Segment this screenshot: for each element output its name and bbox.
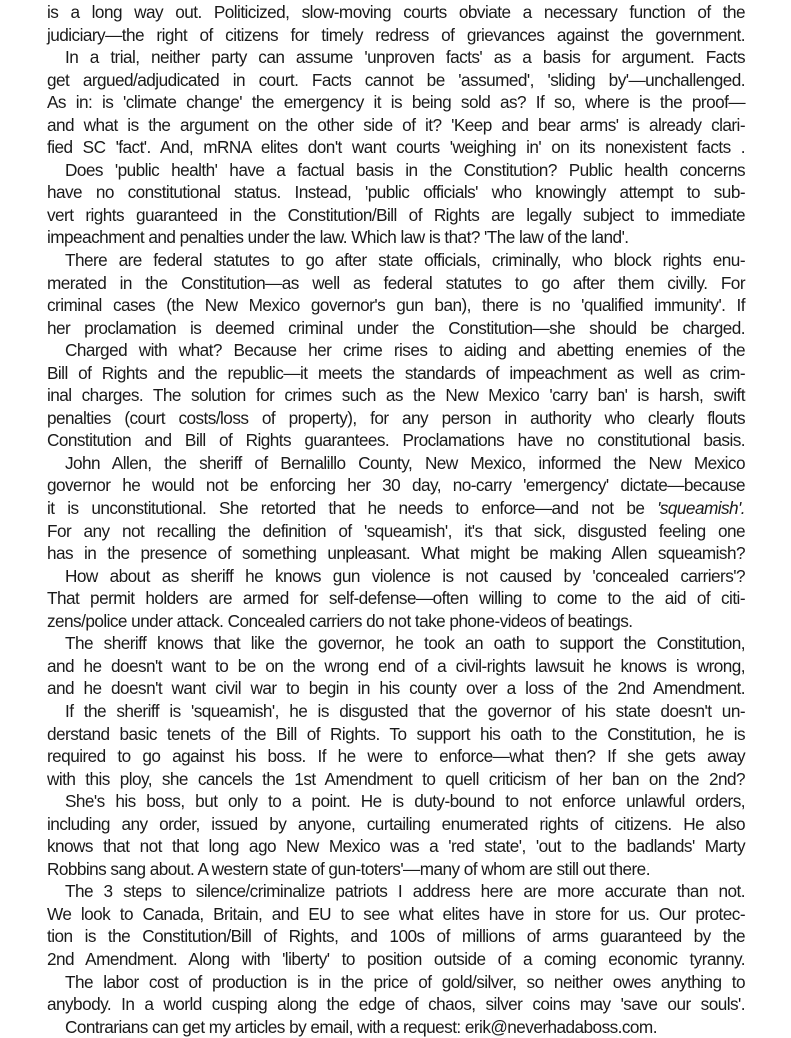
paragraph <box>47 159 745 249</box>
text-line: Charged with what? Because her crime rises to aiding and abetting enemies of the <box>65 340 745 361</box>
text-line: anybody. In a world cusping along the edge of chaos, silver coins may 'save our souls'. <box>47 994 745 1015</box>
text-line: merated in the Constitution—as well as federal statutes to go after them civilly. For <box>47 272 745 293</box>
text-line: That permit holders are armed for self-defense—often willing to come to the aid of citi- <box>47 588 745 609</box>
text-line: The 3 steps to silence/criminalize patriots I address here are more accurate than not. <box>65 881 745 902</box>
paragraph <box>47 700 745 790</box>
text-line: John Allen, the sheriff of Bernalillo County, New Mexico, informed the New Mexico <box>65 452 745 473</box>
paragraph <box>47 249 745 339</box>
text-line: get argued/adjudicated in court. Facts cannot be 'assumed', 'sliding by'—unchallenged. <box>47 69 745 90</box>
text-line: 2nd Amendment. Along with 'liberty' to position outside of a coming economic tyranny. <box>47 948 745 969</box>
paragraph <box>47 46 745 159</box>
text-line <box>47 497 745 520</box>
text-line: Bill of Rights and the republic—it meets the standards of impeachment as well as crim- <box>47 362 745 383</box>
text-line: There are federal statutes to go after state officials, criminally, who block rights enu- <box>65 250 745 271</box>
text-line: The labor cost of production is in the price of gold/silver, so neither owes anything to <box>65 971 745 992</box>
text-line: tion is the Constitution/Bill of Rights, and 100s of millions of arms guaranteed by the <box>47 926 745 947</box>
text-line: including any order, issued by anyone, curtailing enumerated rights of citizens. He also <box>47 813 745 834</box>
text-line: and what is the argument on the other side of it? 'Keep and bear arms' is already clari- <box>47 114 745 135</box>
text-line: her proclamation is deemed criminal under the Constitution—she should be charged. <box>47 317 745 338</box>
text-line: Does 'public health' have a factual basis in the Constitution? Public health concerns <box>65 159 745 180</box>
text-line: have no constitutional status. Instead, 'public officials' who knowingly attempt to sub- <box>47 182 745 203</box>
text-line: We look to Canada, Britain, and EU to see what elites have in store for us. Our protec- <box>47 903 745 924</box>
text-line: Contrarians can get my articles by email, with a request: erik@neverhadaboss.com. <box>65 1016 657 1037</box>
paragraph <box>47 790 745 880</box>
text-line: vert rights guaranteed in the Constitution/Bill of Rights are legally subject to immediate <box>47 204 745 225</box>
paragraph <box>47 452 745 565</box>
text-line: As in: is 'climate change' the emergency it is being sold as? If so, where is the proof— <box>47 92 745 113</box>
paragraph <box>47 1016 745 1038</box>
article-body <box>47 1 745 1038</box>
text-line: How about as sheriff he knows gun violence is not caused by 'concealed carriers'? <box>65 565 745 586</box>
paragraph <box>47 632 745 700</box>
text-line: has in the presence of something unpleasant. What might be making Allen squeamish? <box>47 543 745 564</box>
text-line: inal charges. The solution for crimes such as the New Mexico 'carry ban' is harsh, swift <box>47 385 745 406</box>
text-line: and he doesn't want civil war to begin in his county over a loss of the 2nd Amendment. <box>47 678 745 699</box>
text-line: If the sheriff is 'squeamish', he is disgusted that the governor of his state doesn't un- <box>65 700 745 721</box>
text-line: Constitution and Bill of Rights guarantees. Proclamations have no constitutional basis. <box>47 430 745 451</box>
text-line: The sheriff knows that like the governor, he took an oath to support the Constitution, <box>65 633 745 654</box>
paragraph <box>47 880 745 970</box>
paragraph <box>47 971 745 1016</box>
text-line: Robbins sang about. A western state of gun-toters'—many of whom are still out there. <box>47 858 650 879</box>
text-line: with this ploy, she cancels the 1st Amendment to quell criticism of her ban on the 2nd? <box>47 768 745 789</box>
text-line: fied SC 'fact'. And, mRNA elites don't want courts 'weighing in' on its nonexistent facts . <box>47 137 745 158</box>
paragraph <box>47 339 745 452</box>
text-line: For any not recalling the definition of 'squeamish', it's that sick, disgusted feeling one <box>47 520 745 541</box>
text-line: derstand basic tenets of the Bill of Rights. To support his oath to the Constitution, he is <box>47 723 745 744</box>
text-line: In a trial, neither party can assume 'unproven facts' as a basis for argument. Facts <box>65 47 745 68</box>
text-line: required to go against his boss. If he were to enforce—what then? If she gets away <box>47 746 745 767</box>
paragraph <box>47 1 745 46</box>
text-line: knows that not that long ago New Mexico was a 'red state', 'out to the badlands' Marty <box>47 836 745 857</box>
text-line: penalties (court costs/loss of property), for any person in authority who clearly flouts <box>47 407 745 428</box>
text-line: She's his boss, but only to a point. He is duty-bound to not enforce unlawful orders, <box>65 791 745 812</box>
text-line: judiciary—the right of citizens for timely redress of grievances against the government. <box>47 24 745 45</box>
text-line: criminal cases (the New Mexico governor's gun ban), there is no 'qualified immunity'. If <box>47 295 745 316</box>
paragraph <box>47 565 745 633</box>
text-line: impeachment and penalties under the law. Which law is that? 'The law of the land'. <box>47 227 629 248</box>
text-line: and he doesn't want to be on the wrong end of a civil-rights lawsuit he knows is wrong, <box>47 655 745 676</box>
text-line-start: it is unconstitutional. She retorted that he needs to enforce—and not be <box>47 498 658 519</box>
text-line: governor he would not be enforcing her 30 day, no-carry 'emergency' dictate—because <box>47 475 745 496</box>
text-line: zens/police under attack. Concealed carriers do not take phone-videos of beatings. <box>47 610 633 631</box>
italic-phrase: 'squeamish'. <box>657 498 745 519</box>
text-line: is a long way out. Politicized, slow-moving courts obviate a necessary function of the <box>47 2 745 22</box>
